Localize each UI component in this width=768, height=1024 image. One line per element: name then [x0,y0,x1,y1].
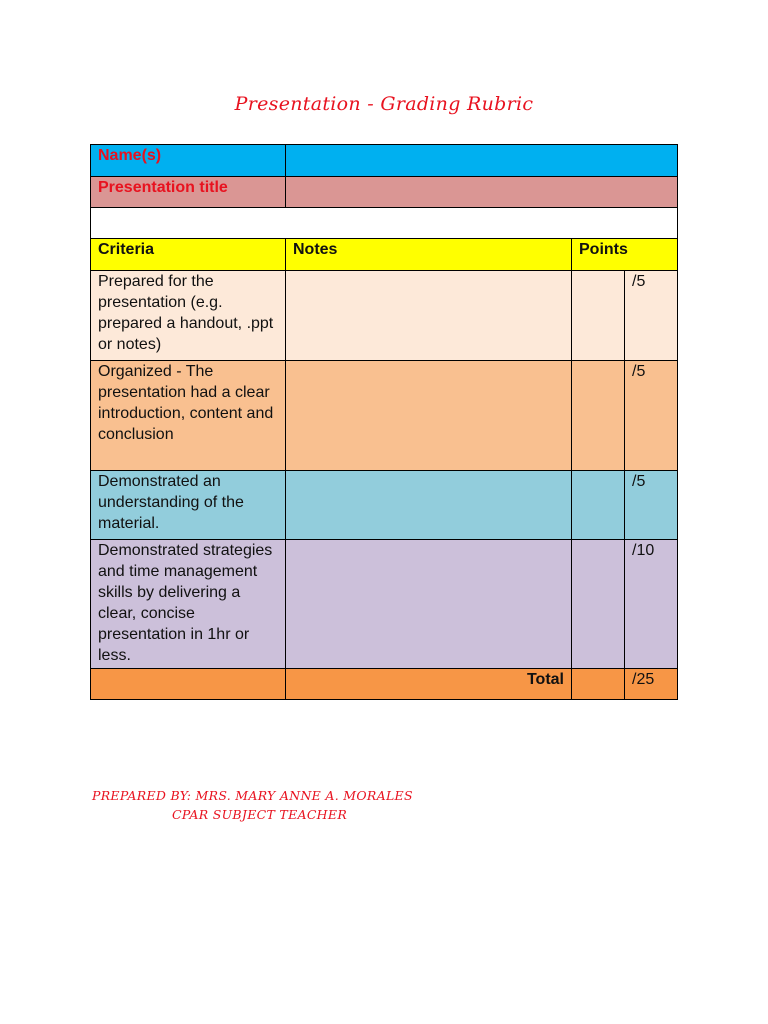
notes-cell[interactable] [286,271,572,361]
names-row [91,145,678,177]
spacer-cell [91,208,678,239]
notes-cell[interactable] [286,361,572,471]
rubric-table [90,144,678,700]
names-label: Name(s) [91,145,286,177]
table-header-row [91,239,678,271]
table-row [91,471,678,540]
score-cell[interactable] [572,471,625,540]
page-title: Presentation - Grading Rubric [234,93,534,115]
table-row [91,540,678,669]
total-score-cell[interactable] [572,669,625,700]
total-label: Total [286,669,572,700]
presentation-title-value-cell[interactable] [286,177,678,208]
prepared-by-text: PREPARED BY: MRS. MARY ANNE A. MORALES [92,788,413,803]
score-cell[interactable] [572,540,625,669]
notes-cell[interactable] [286,540,572,669]
spacer-row [91,208,678,239]
points-header: Points [572,239,678,271]
max-points-cell: /5 [625,471,678,540]
max-points-cell: /5 [625,271,678,361]
criteria-header: Criteria [91,239,286,271]
score-cell[interactable] [572,271,625,361]
notes-cell[interactable] [286,471,572,540]
table-row [91,361,678,471]
criteria-cell: Prepared for the presentation (e.g. prepared a handout, .ppt or notes) [91,271,286,361]
total-max-points: /25 [625,669,678,700]
score-cell[interactable] [572,361,625,471]
max-points-cell: /10 [625,540,678,669]
criteria-cell: Demonstrated strategies and time management skills by delivering a clear, concise presentation in 1hr or less. [91,540,286,669]
teacher-role-text: CPAR SUBJECT TEACHER [172,807,348,822]
criteria-cell: Organized - The presentation had a clear introduction, content and conclusion [91,361,286,471]
notes-header: Notes [286,239,572,271]
table-row [91,271,678,361]
max-points-cell: /5 [625,361,678,471]
presentation-title-row [91,177,678,208]
total-spacer-cell [91,669,286,700]
total-row [91,669,678,700]
names-value-cell[interactable] [286,145,678,177]
footer [92,786,413,824]
presentation-title-label: Presentation title [91,177,286,208]
criteria-cell: Demonstrated an understanding of the material. [91,471,286,540]
